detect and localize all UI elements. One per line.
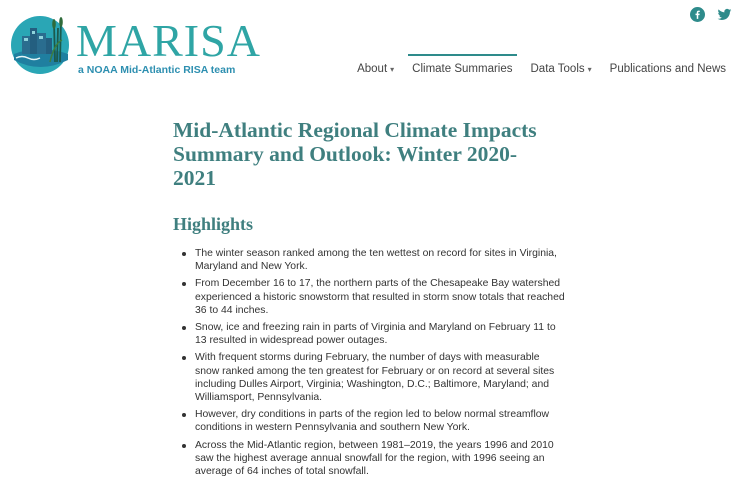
facebook-icon[interactable] [690,7,705,22]
nav-item-climate-summaries[interactable] [408,54,516,81]
page-title-line: Summary and Outlook: Winter 2020- [173,142,518,166]
nav-item-label: Climate Summaries [412,63,513,75]
highlights-list [173,247,573,478]
nav-item-publications-and-news[interactable] [606,54,730,81]
nav-item-label: About [357,63,388,75]
twitter-icon[interactable] [717,7,732,22]
list-item: With frequent storms during February, the number of days with measurable snow ranked among the ten greatest for February or on record at several sites including Dulles Airport, Virginia; Washington, D.C.; Baltimore, Maryland; and Williamsport, Pennsylvania. [182,351,565,404]
marisa-logo-icon [10,14,72,76]
highlights-heading: Highlights [173,214,254,234]
nav-item-data-tools[interactable] [527,54,596,81]
main-content [173,118,573,479]
main-nav [343,54,730,81]
logo-title: MARISA [76,15,261,66]
list-item: However, dry conditions in parts of the region led to below normal streamflow conditions in western Pennsylvania and southern New York. [182,408,565,434]
page-title-line: Mid-Atlantic Regional Climate Impacts [173,118,537,142]
chevron-down-icon: ▾ [390,64,395,74]
list-item: The winter season ranked among the ten wettest on record for sites in Virginia, Maryland and New York. [182,247,565,273]
page-title-line: 2021 [173,166,216,190]
page-title [173,118,573,190]
nav-item-label: Data Tools [530,63,585,75]
list-item: Across the Mid-Atlantic region, between 1981–2019, the years 1996 and 2010 saw the highest average annual snowfall for the region, with 1996 seeing an average of 64 inches of total snowfall. [182,439,565,479]
nav-item-about[interactable] [353,54,398,81]
chevron-down-icon: ▾ [587,64,592,74]
list-item: From December 16 to 17, the northern parts of the Chesapeake Bay watershed experienced a historic snowstorm that resulted in storm snow totals that reached 36 to 44 inches. [182,277,565,317]
logo-subtitle: a NOAA Mid-Atlantic RISA team [78,64,236,76]
social-links [690,7,732,22]
site-logo[interactable] [10,14,261,76]
nav-item-label: Publications and News [609,63,726,75]
site-header [0,0,742,92]
list-item: Snow, ice and freezing rain in parts of Virginia and Maryland on February 11 to 13 resulted in widespread power outages. [182,321,565,347]
